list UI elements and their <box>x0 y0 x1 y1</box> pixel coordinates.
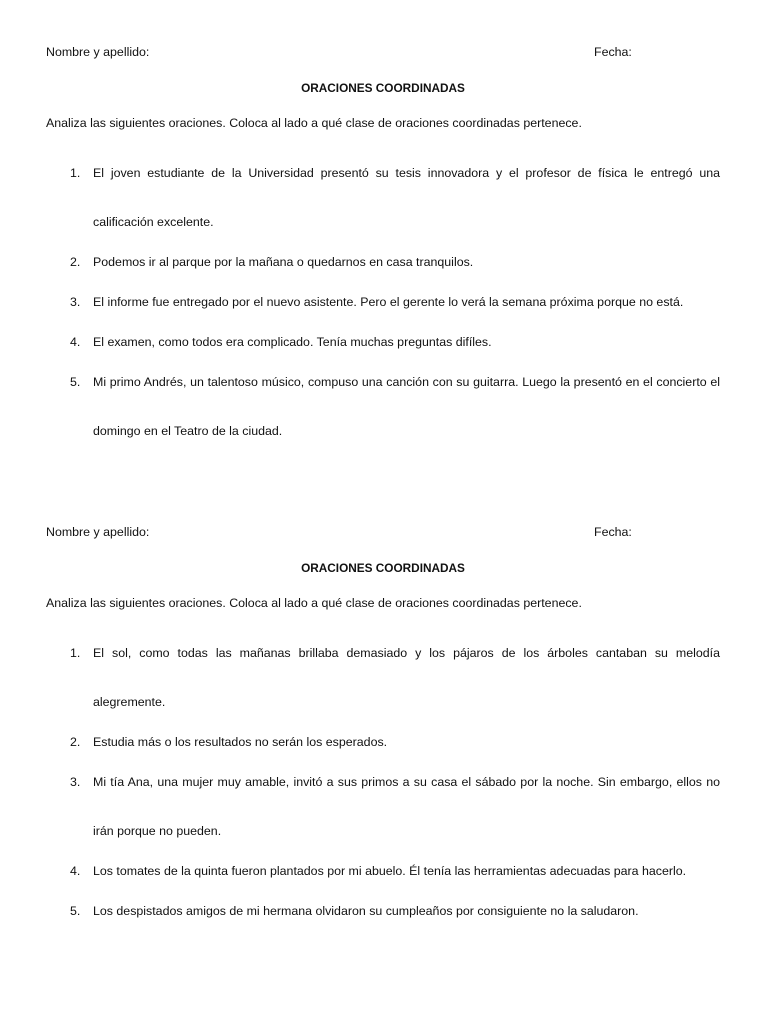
item-text: Los tomates de la quinta fueron plantados por mi abuelo. Él tenía las herramientas adecuadas para hacerlo. <box>93 864 687 878</box>
worksheet-section-2 <box>46 524 720 936</box>
item-text: Podemos ir al parque por la mañana o quedarnos en casa tranquilos. <box>93 255 474 269</box>
item-text: Mi primo Andrés, un talentoso músico, compuso una canción con su guitarra. Luego la presentó en el concierto el domingo en el Teatro de la ciudad. <box>93 375 720 438</box>
item-text: El joven estudiante de la Universidad presentó su tesis innovadora y el profesor de física le entregó una calificación excelente. <box>93 166 720 229</box>
date-label: Fecha: <box>594 525 632 539</box>
sentence-list <box>46 629 720 936</box>
name-label: Nombre y apellido: <box>46 45 150 59</box>
item-number: 2. <box>70 255 81 269</box>
header-row <box>46 44 720 60</box>
date-label: Fecha: <box>594 45 632 59</box>
worksheet-section-1 <box>46 44 720 456</box>
item-number: 5. <box>70 904 81 918</box>
item-text: El examen, como todos era complicado. Tenía muchas preguntas difíles. <box>93 335 492 349</box>
item-text: El sol, como todas las mañanas brillaba demasiado y los pájaros de los árboles cantaban su melodía alegremente. <box>93 646 720 709</box>
instruction-text: Analiza las siguientes oraciones. Coloca al lado a qué clase de oraciones coordinadas pertenece. <box>46 116 582 130</box>
item-number: 2. <box>70 735 81 749</box>
list-item <box>46 758 720 856</box>
list-item <box>46 358 720 456</box>
sentence-list <box>46 149 720 456</box>
item-text: Mi tía Ana, una mujer muy amable, invitó a sus primos a su casa el sábado por la noche. Sin embargo, ellos no irán porque no pueden. <box>93 775 720 838</box>
item-number: 3. <box>70 295 81 309</box>
item-number: 4. <box>70 864 81 878</box>
item-number: 3. <box>70 775 81 789</box>
list-item <box>46 629 720 727</box>
item-text: Los despistados amigos de mi hermana olvidaron su cumpleaños por consiguiente no la saludaron. <box>93 904 639 918</box>
header-row <box>46 524 720 540</box>
name-label: Nombre y apellido: <box>46 525 150 539</box>
list-item <box>46 887 720 936</box>
item-number: 1. <box>70 166 81 180</box>
item-text: Estudia más o los resultados no serán los esperados. <box>93 735 388 749</box>
list-item <box>46 149 720 247</box>
item-number: 5. <box>70 375 81 389</box>
item-number: 1. <box>70 646 81 660</box>
item-number: 4. <box>70 335 81 349</box>
item-text: El informe fue entregado por el nuevo asistente. Pero el gerente lo verá la semana próxima porque no está. <box>93 295 684 309</box>
worksheet-title: ORACIONES COORDINADAS <box>301 81 465 95</box>
instruction-text: Analiza las siguientes oraciones. Coloca al lado a qué clase de oraciones coordinadas pertenece. <box>46 596 582 610</box>
worksheet-title: ORACIONES COORDINADAS <box>301 561 465 575</box>
